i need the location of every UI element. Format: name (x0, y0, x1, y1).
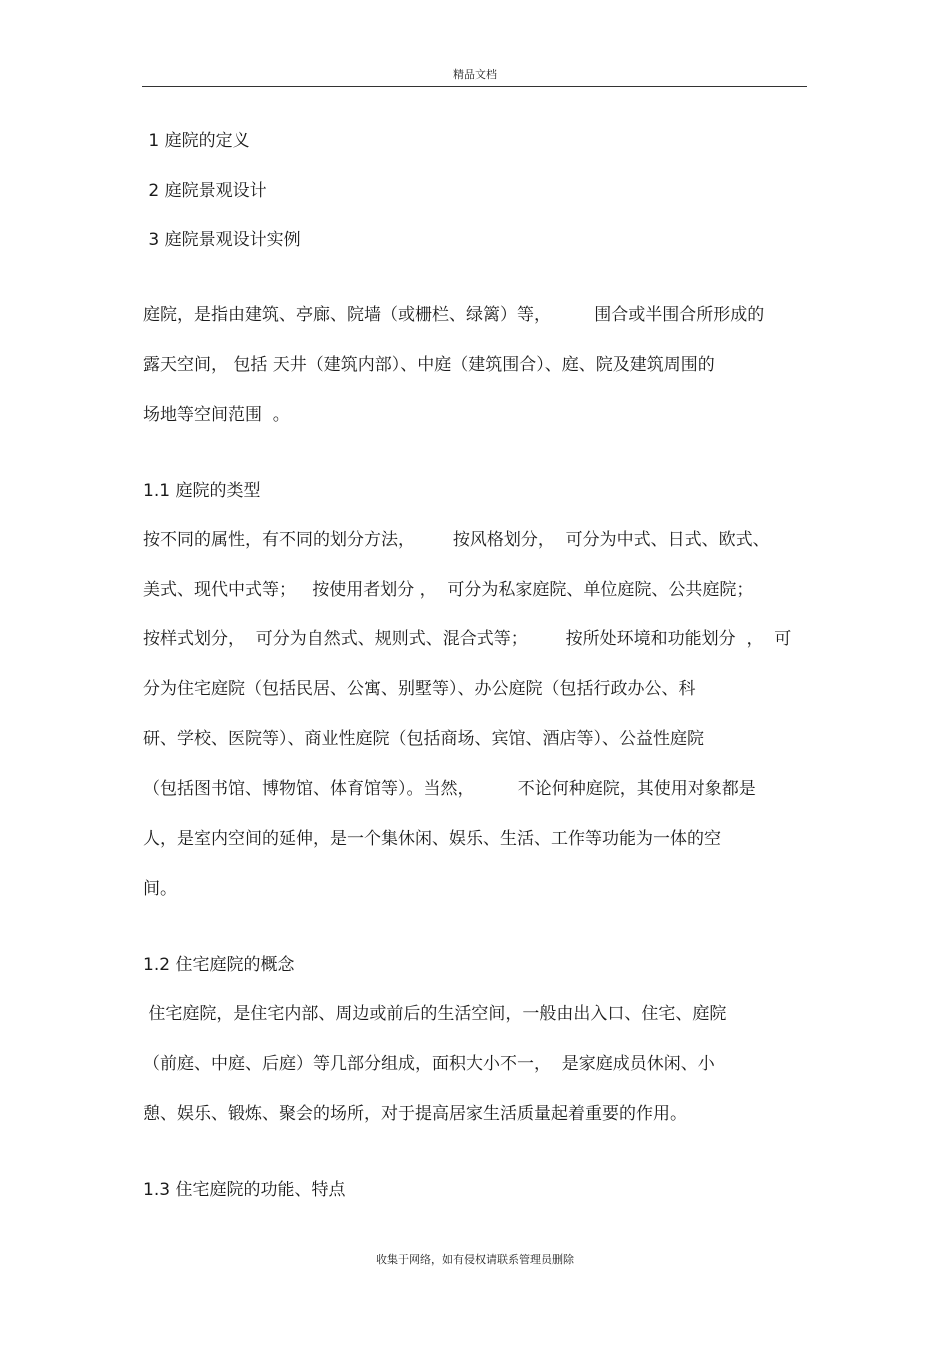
page-footer: 收集于网络，如有侵权请联系管理员删除 (376, 1253, 574, 1266)
section-1-1-line-6: （包括图书馆、博物馆、体育馆等）。当然， 不论何种庭院，其使用对象都是 (143, 779, 756, 799)
section-1-2-line-3: 憩、娱乐、锻炼、聚会的场所，对于提高居家生活质量起着重要的作用。 (143, 1104, 687, 1124)
section-1-1-line-3: 按样式划分， 可分为自然式、规则式、混合式等； 按所处环境和功能划分 ， 可 (143, 629, 792, 649)
intro-line-2: 露天空间， 包括 天井（建筑内部）、中庭（建筑围合）、庭、院及建筑周围的 (143, 355, 715, 375)
section-1-1-line-5: 研、学校、医院等）、商业性庭院（包括商场、宾馆、酒店等）、公益性庭院 (143, 729, 704, 749)
toc-item-2: 2 庭院景观设计 (143, 181, 267, 201)
toc-item-3: 3 庭院景观设计实例 (143, 230, 301, 250)
section-1-1-line-4: 分为住宅庭院（包括民居、公寓、别墅等）、办公庭院（包括行政办公、科 (143, 679, 696, 699)
intro-line-1: 庭院，是指由建筑、亭廊、院墙（或栅栏、绿篱）等， 围合或半围合所形成的 (143, 305, 765, 325)
section-1-3-heading: 1.3 住宅庭院的功能、特点 (143, 1180, 346, 1200)
section-1-1-line-1: 按不同的属性，有不同的划分方法， 按风格划分， 可分为中式、日式、欧式、 (143, 530, 770, 550)
intro-line-3: 场地等空间范围 。 (143, 405, 290, 425)
header-divider (142, 86, 807, 87)
section-1-2-line-1: 住宅庭院，是住宅内部、周边或前后的生活空间，一般由出入口、住宅、庭院 (143, 1004, 727, 1024)
toc-item-1: 1 庭院的定义 (143, 131, 250, 151)
section-1-2-line-2: （前庭、中庭、后庭）等几部分组成，面积大小不一， 是家庭成员休闲、小 (143, 1054, 715, 1074)
section-1-1-line-7: 人，是室内空间的延伸，是一个集休闲、娱乐、生活、工作等功能为一体的空 (143, 829, 721, 849)
section-1-1-heading: 1.1 庭院的类型 (143, 481, 261, 501)
section-1-2-heading: 1.2 住宅庭院的概念 (143, 955, 295, 975)
section-1-1-line-2: 美式、现代中式等； 按使用者划分 ， 可分为私家庭院、单位庭院、公共庭院； (143, 580, 754, 600)
section-1-1-line-8: 间。 (143, 879, 177, 899)
page-header: 精品文档 (453, 68, 497, 81)
